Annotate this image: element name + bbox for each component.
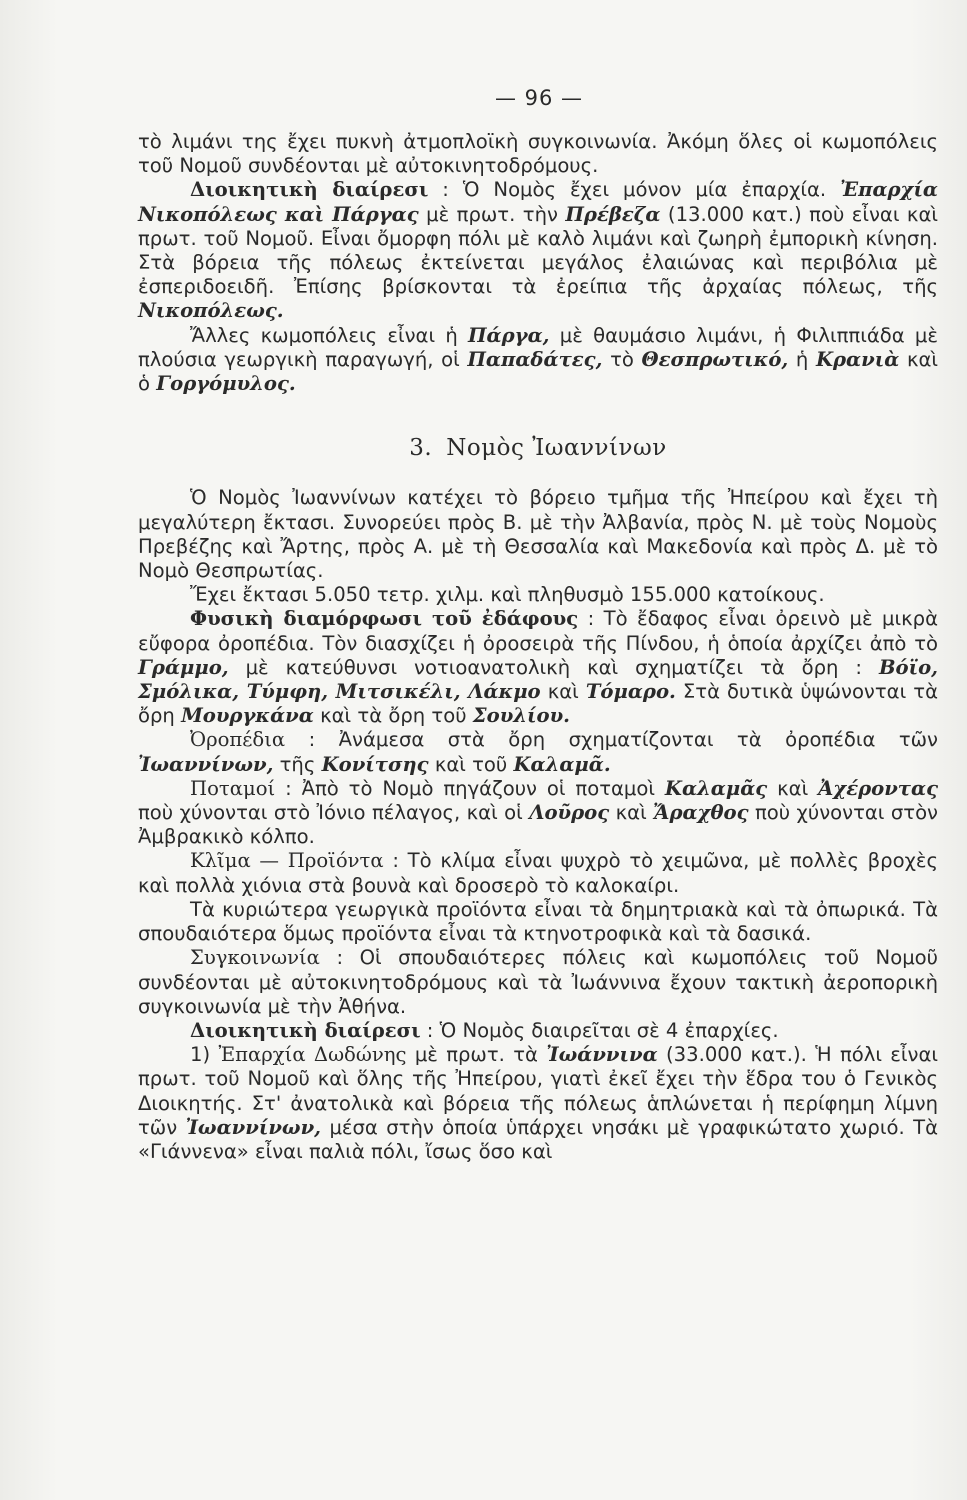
- text-run: τὸ: [610, 347, 634, 371]
- place-name: Καλαμᾶ.: [513, 752, 611, 776]
- place-name: Ἀχέροντας: [818, 776, 938, 800]
- section-title: Νομὸς Ἰωαννίνων: [446, 435, 667, 462]
- place-name: Μουργκάνα: [181, 704, 314, 728]
- place-name: Ἐπαρχία Νικοπόλεως καὶ Πάργας: [138, 178, 938, 226]
- section-label: Ποταμοί: [190, 776, 276, 800]
- paragraph-plateaus: [138, 728, 938, 776]
- paragraph-products: [138, 898, 938, 946]
- text-run: : Ἀνάμεσα στὰ ὄρη σχηματίζονται τὰ ὀροπέδια τῶν: [308, 728, 939, 752]
- section-label: Διοικητικὴ διαίρεσι: [190, 1018, 421, 1042]
- paragraph-climate: [138, 849, 938, 897]
- paragraph-area-population: [138, 583, 938, 607]
- text-run: : Τὸ ἔδαφος εἶναι ὀρεινὸ μὲ μικρὰ εὔφορα ὀροπέδια. Τὸν διασχίζει ἡ ὀροσειρὰ τῆς Πίνδου, ἡ ὁποία ἀρχίζει ἀπὸ τὸ: [138, 607, 938, 655]
- place-name: Κονίτσης: [321, 752, 429, 776]
- page-number: — 96 —: [494, 86, 584, 110]
- place-name: Πάργα,: [468, 323, 550, 347]
- text-run: Ἔχει ἔκτασι 5.050 τετρ. χιλμ. καὶ πληθυσμὸ 155.000 κατοίκους.: [190, 583, 825, 607]
- text-run: ποὺ χύνονται στὸ Ἰόνιο πέλαγος, καὶ οἱ: [138, 801, 523, 825]
- paragraph-ioannina-division: [138, 1019, 938, 1043]
- place-name: Σουλίου.: [472, 704, 571, 728]
- section-label: Ἐπαρχία Δωδώνης: [218, 1043, 407, 1067]
- text-run: καὶ: [615, 801, 647, 825]
- text-run: μὲ πρωτ. τὰ: [414, 1043, 538, 1067]
- place-name: Τόμαρο.: [585, 680, 676, 704]
- section-number: 3.: [409, 435, 433, 462]
- text-run: μὲ κατεύθυνσι νοτιοανατολικὴ καὶ σχηματίζει τὰ ὄρη :: [245, 655, 863, 679]
- place-name: Γράμμο,: [138, 655, 229, 679]
- paragraph-terrain: [138, 607, 938, 728]
- section-label: Συγκοινωνία: [190, 946, 320, 970]
- place-name: Γοργόμυλος.: [156, 372, 296, 396]
- place-name: Θεσπρωτικό,: [641, 347, 789, 371]
- section-heading: [138, 436, 938, 460]
- text-run: τῆς: [279, 752, 316, 776]
- paragraph-communication: [138, 946, 938, 1019]
- text-run: Τὰ κυριώτερα γεωργικὰ προϊόντα εἶναι τὰ δημητριακὰ καὶ τὰ ὀπωρικά. Τὰ σπουδαιότερα ὅμως προϊόντα εἶναι τὰ κτηνοτροφικὰ καὶ τὰ δασικά.: [138, 897, 938, 946]
- paragraph-prefecture-transport: [138, 130, 938, 178]
- paragraph-dodoni-province: [138, 1043, 938, 1164]
- text-run: Ὁ Νομὸς Ἰωαννίνων κατέχει τὸ βόρειο τμῆμα τῆς Ἠπείρου καὶ ἔχει τὴ μεγαλύτερη ἔκτασι. Συνορεύει πρὸς Β. μὲ τὴν Ἀλβανία, πρὸς Ν. μὲ τοὺς Νομοὺς Πρεβέζης καὶ Ἄρτης, πρὸς Α. μὲ τὴ Θεσσαλία καὶ Μακεδονία καὶ πρὸς Δ. μὲ τὸ Νομὸ Θεσπρωτίας.: [138, 486, 938, 583]
- place-name: Ἰωάννινα: [546, 1043, 658, 1067]
- text-run: : Ὁ Νομὸς ἔχει μόνον μία ἐπαρχία.: [442, 178, 827, 202]
- text-run: καὶ: [547, 680, 579, 704]
- section-label: Διοικητικὴ διαίρεσι: [190, 178, 429, 202]
- paragraph-rivers: [138, 777, 938, 850]
- place-name: Νικοπόλεως.: [138, 299, 284, 323]
- text-run: καὶ τὰ ὄρη τοῦ: [320, 704, 467, 728]
- section-label: Κλῖμα — Προϊόντα: [190, 849, 384, 873]
- text-run: μὲ θαυμάσιο λιμάνι, ἡ Φιλιππιάδα μὲ πλούσια γεωργικὴ παραγωγή, οἱ: [138, 323, 938, 371]
- text-run: Στὰ δυτικὰ ὑψώνονται τὰ ὄρη: [138, 680, 938, 728]
- text-run: : Ἀπὸ τὸ Νομὸ πηγάζουν οἱ ποταμοὶ: [285, 776, 656, 800]
- text-run: : Οἱ σπουδαιότερες πόλεις καὶ κωμοπόλεις τοῦ Νομοῦ συνδέονται μὲ αὐτοκινητοδρόμους καὶ τὰ Ἰωάννινα ἔχουν τακτικὴ ἀεροπορικὴ συγκοινωνία μὲ τὴν Ἀθήνα.: [138, 946, 938, 1018]
- place-name: Καλαμᾶς: [664, 776, 768, 800]
- text-run: : Ὁ Νομὸς διαιρεῖται σὲ 4 ἐπαρχίες.: [426, 1018, 779, 1042]
- page-text: [138, 130, 938, 1164]
- place-name: Ἰωαννίνων,: [185, 1115, 321, 1139]
- section-label: Φυσικὴ διαμόρφωσι τοῦ ἐδάφους: [190, 607, 579, 631]
- text-run: καὶ: [777, 776, 809, 800]
- text-run: μέσα στὴν ὁποία ὑπάρχει νησάκι μὲ γραφικώτατο χωριό. Τὰ «Γιάννενα» εἶναι παλιὰ πόλι, ἴσως ὅσο καὶ: [138, 1115, 938, 1163]
- text-run: μὲ πρωτ. τὴν: [426, 202, 558, 226]
- text-run: ἡ: [795, 347, 809, 371]
- paragraph-preveza-division: [138, 178, 938, 323]
- place-name: Πρέβεζα: [565, 202, 661, 226]
- text-run: ποὺ χύνονται στὸν Ἀμβρακικὸ κόλπο.: [138, 801, 939, 849]
- text-run: καὶ τοῦ: [434, 752, 508, 776]
- place-name: Βόϊο, Σμόλικα, Τύμφη, Μιτσικέλι, Λάκμο: [138, 655, 939, 704]
- text-run: καὶ ὁ: [138, 347, 939, 396]
- place-name: Κρανιὰ: [815, 347, 900, 371]
- place-name: Ἰωαννίνων,: [138, 752, 274, 776]
- text-run: 1): [190, 1043, 211, 1067]
- text-run: (33.000 κατ.). Ἡ πόλι εἶναι πρωτ. τοῦ Νομοῦ καὶ ὅλης τῆς Ἠπείρου, γιατὶ ἐκεῖ ἔχει τὴν ἕδρα του ὁ Γενικὸς Διοικητής. Στ' ἀνατολικὰ καὶ βόρεια τῆς πόλεως ἁπλώνεται ἡ περίφημη λίμνη τῶν: [138, 1043, 939, 1139]
- place-name: Ἄραχθος: [653, 801, 749, 825]
- text-run: (13.000 κατ.) ποὺ εἶναι καὶ πρωτ. τοῦ Νομοῦ. Εἶναι ὄμορφη πόλι μὲ καλὸ λιμάνι καὶ ζωηρὴ ἐμπορικὴ κίνηση. Στὰ βόρεια τῆς πόλεως ἐκτείνεται μεγάλος ἐλαιώνας καὶ περιβόλια μὲ ἐσπεριδοειδῆ. Ἐπίσης βρίσκονται τὰ ἐρείπια τῆς ἀρχαίας πόλεως, τῆς: [138, 202, 938, 299]
- text-run: : Τὸ κλίμα εἶναι ψυχρὸ τὸ χειμῶνα, μὲ πολλὲς βροχὲς καὶ πολλὰ χιόνια στὰ βουνὰ καὶ δροσερὸ τὸ καλοκαίρι.: [138, 849, 939, 897]
- place-name: Λοῦρος: [529, 801, 610, 825]
- place-name: Παπαδάτες,: [467, 347, 603, 371]
- paragraph-other-towns: [138, 324, 938, 397]
- paragraph-ioannina-borders: [138, 486, 938, 583]
- text-run: Ἄλλες κωμοπόλεις εἶναι ἡ: [190, 323, 458, 347]
- section-label: Ὀροπέδια: [190, 728, 286, 752]
- text-run: τὸ λιμάνι της ἔχει πυκνὴ ἀτμοπλοϊκὴ συγκοινωνία. Ἀκόμη ὅλες οἱ κωμοπόλεις τοῦ Νομοῦ συνδέονται μὲ αὐτοκινητοδρόμους.: [138, 130, 938, 178]
